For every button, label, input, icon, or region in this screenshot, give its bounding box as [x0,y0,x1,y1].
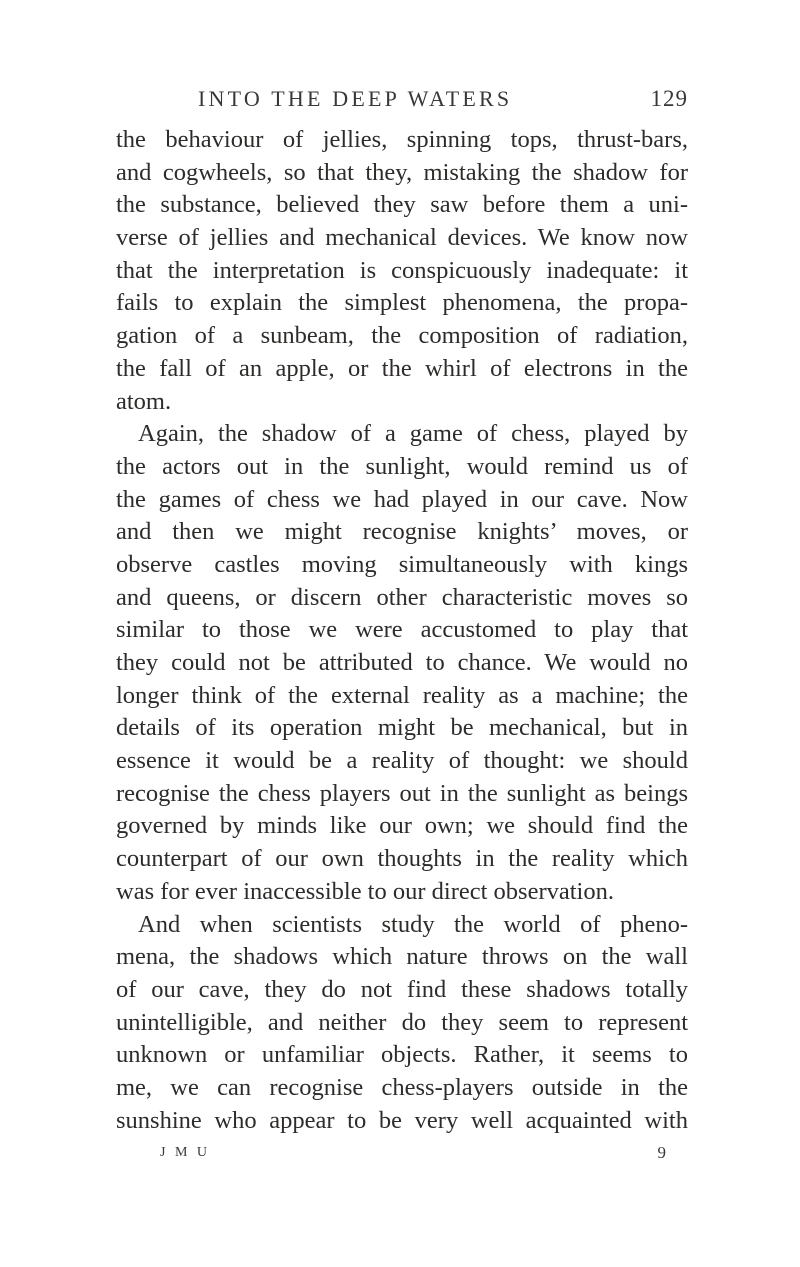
text-line: unintelligible, and neither do they seem to represent [116,1008,688,1036]
text-line: similar to those we were accustomed to play that [116,616,688,644]
text-line: the substance, believed they saw before them a uni- [116,191,688,219]
body-text [116,124,688,1137]
text-line: mena, the shadows which nature throws on the wall [116,943,688,971]
text-line: Again, the shadow of a game of chess, played by [138,420,688,448]
text-line: atom. [116,387,172,415]
text-line: details of its operation might be mechanical, but in [116,714,688,742]
text-line: fails to explain the simplest phenomena, the propa- [116,289,688,317]
text-line: sunshine who appear to be very well acquainted with [116,1106,688,1134]
text-line: that the interpretation is conspicuously inadequate: it [116,256,688,284]
text-line: longer think of the external reality as a machine; the [116,681,688,709]
text-line: the fall of an apple, or the whirl of electrons in the [116,354,688,382]
text-line: governed by minds like our own; we should find the [116,812,688,840]
text-line: the actors out in the sunlight, would remind us of [116,452,688,480]
running-head [198,84,688,114]
text-line: counterpart of our own thoughts in the reality which [116,845,688,873]
text-line: me, we can recognise chess-players outside in the [116,1073,688,1101]
footer [160,1142,666,1164]
text-line: recognise the chess players out in the sunlight as beings [116,779,688,807]
text-line: unknown or unfamiliar objects. Rather, it seems to [116,1041,688,1069]
text-line: verse of jellies and mechanical devices. We know now [116,224,688,252]
text-line: and then we might recognise knights’ moves, or [116,518,688,546]
text-line: and queens, or discern other characteristic moves so [116,583,688,611]
text-line: was for ever inaccessible to our direct observation. [116,877,614,905]
page-number: 129 [650,86,688,111]
text-line: and cogwheels, so that they, mistaking the shadow for [116,158,688,186]
text-line: they could not be attributed to chance. We would no [116,649,688,676]
text-line: observe castles moving simultaneously with kings [116,550,688,578]
signature-mark: J M U [160,1145,211,1160]
signature-number: 9 [657,1143,666,1162]
text-line: the behaviour of jellies, spinning tops, thrust-bars, [116,126,688,153]
text-line: the games of chess we had played in our cave. Now [116,485,688,513]
running-title: INTO THE DEEP WATERS [198,86,513,111]
text-line: gation of a sunbeam, the composition of radiation, [116,322,688,350]
text-line: of our cave, they do not find these shadows totally [116,975,688,1003]
text-line: essence it would be a reality of thought: we should [116,747,688,775]
text-line: And when scientists study the world of pheno- [138,910,688,938]
